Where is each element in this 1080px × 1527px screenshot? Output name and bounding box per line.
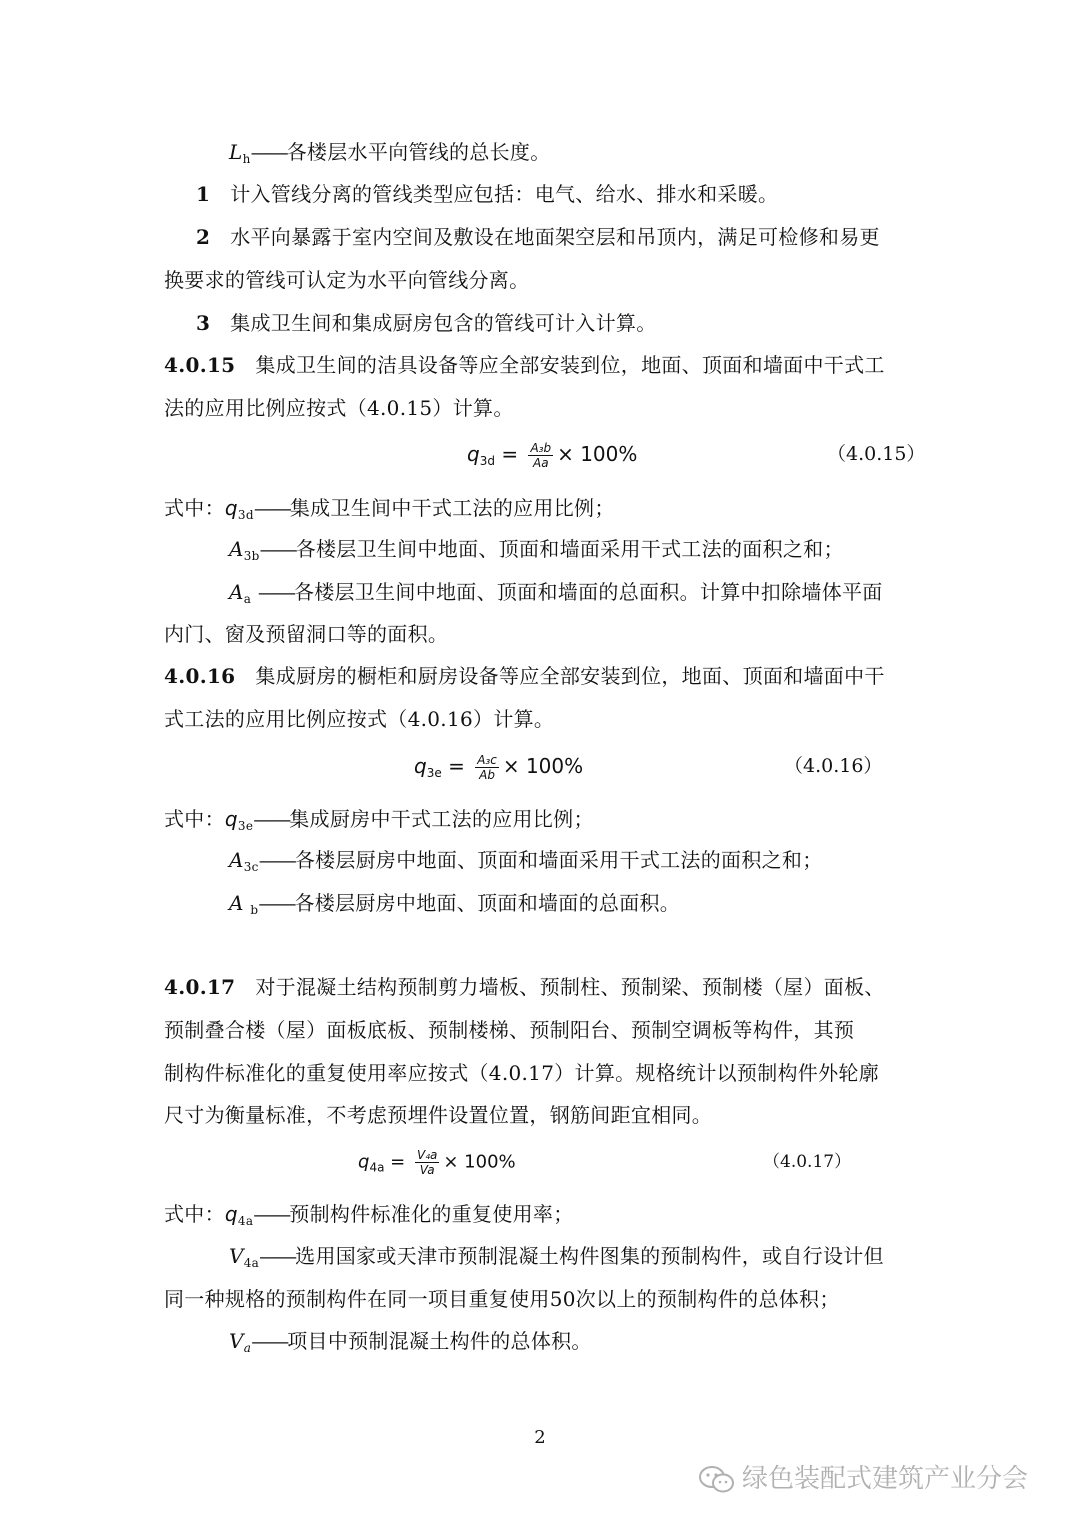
fraction xyxy=(528,441,553,470)
clause-4-0-16-cont: 式工法的应用比例应按式（4.0.16）计算。 xyxy=(164,707,555,731)
symbol: V xyxy=(229,1244,244,1268)
numerator: V₄a xyxy=(417,1148,438,1162)
subscript: a xyxy=(243,1341,252,1355)
definition-a3b xyxy=(229,535,844,570)
where-4-0-15 xyxy=(164,494,615,529)
equation-number: （4.0.17） xyxy=(763,1152,852,1172)
numerator: A₃c xyxy=(477,753,497,767)
definition-aa xyxy=(229,578,883,613)
clause-text: 集成卫生间的洁具设备等应全部安装到位，地面、顶面和墙面中干式工 xyxy=(255,353,885,377)
denominator: Ab xyxy=(479,768,495,782)
dash: —— xyxy=(259,1244,296,1268)
clause-number: 4.0.15 xyxy=(164,353,236,377)
clause-text: 对于混凝土结构预制剪力墙板、预制柱、预制梁、预制楼（屋）面板、 xyxy=(255,975,885,999)
dash: —— xyxy=(259,537,296,561)
definition-v4a-cont: 同一种规格的预制构件在同一项目重复使用50次以上的预制构件的总体积； xyxy=(164,1287,840,1311)
clause-text: 集成厨房的橱柜和厨房设备等应全部安装到位，地面、顶面和墙面中干 xyxy=(255,664,885,688)
item-text: 水平向暴露于室内空间及敷设在地面架空层和吊顶内，满足可检修和易更 xyxy=(230,225,880,249)
symbol: V xyxy=(229,1329,244,1353)
subscript: 4a xyxy=(243,1256,260,1270)
definition-text: 选用国家或天津市预制混凝土构件图集的预制构件，或自行设计但 xyxy=(295,1244,884,1268)
definition-lh xyxy=(229,138,551,173)
clause-number: 4.0.17 xyxy=(164,975,236,999)
item-3 xyxy=(196,309,657,337)
subscript: a xyxy=(243,592,252,606)
formula-lhs: q xyxy=(358,1151,370,1173)
where-4-0-16 xyxy=(164,805,594,840)
page-number: 2 xyxy=(534,1427,546,1448)
symbol: L xyxy=(229,140,243,164)
symbol: A xyxy=(229,580,244,604)
clause-4-0-17 xyxy=(164,973,885,1001)
dash: —— xyxy=(251,1329,288,1353)
formula-lhs-sub: 4a xyxy=(369,1160,385,1175)
symbol: A xyxy=(229,537,244,561)
dash: —— xyxy=(253,1202,290,1226)
formula-lhs-sub: 3d xyxy=(479,454,495,468)
item-number: 2 xyxy=(196,225,211,249)
item-number: 1 xyxy=(196,182,211,206)
subscript: h xyxy=(242,152,251,166)
formula-4-0-16 xyxy=(414,752,883,787)
item-1 xyxy=(196,180,778,208)
definition-text: 集成厨房中干式工法的应用比例； xyxy=(289,807,594,831)
equals-sign: = xyxy=(501,442,519,466)
dash: —— xyxy=(258,891,295,915)
wechat-icon xyxy=(698,1465,736,1495)
clause-4-0-17-cont-3: 尺寸为衡量标准，不考虑预埋件设置位置，钢筋间距宜相同。 xyxy=(164,1103,713,1127)
item-text: 计入管线分离的管线类型应包括：电气、给水、排水和采暖。 xyxy=(230,182,779,206)
subscript: 4a xyxy=(237,1214,254,1228)
subscript: 3e xyxy=(237,819,254,833)
formula-lhs: q xyxy=(414,754,427,778)
definition-text: 项目中预制混凝土构件的总体积。 xyxy=(287,1329,592,1353)
numerator: A₃b xyxy=(530,441,552,455)
subscript: 3b xyxy=(243,549,260,563)
subscript: 3d xyxy=(237,508,254,522)
formula-rest: × 100% xyxy=(557,442,638,466)
definition-text: 各楼层厨房中地面、顶面和墙面的总面积。 xyxy=(294,891,681,915)
item-2 xyxy=(196,223,880,251)
formula-rest: × 100% xyxy=(443,1151,516,1173)
dash: —— xyxy=(257,580,294,604)
definition-a3c xyxy=(229,846,823,881)
where-lead: 式中： xyxy=(164,1202,225,1226)
clause-4-0-17-cont-2: 制构件标准化的重复使用率应按式（4.0.17）计算。规格统计以预制构件外轮廓 xyxy=(164,1061,880,1085)
watermark xyxy=(698,1458,1028,1495)
definition-v4a xyxy=(229,1242,884,1277)
dash: —— xyxy=(253,496,290,520)
subscript: b xyxy=(250,903,259,917)
symbol: A xyxy=(229,848,244,872)
equation-number: （4.0.16） xyxy=(784,755,883,777)
fraction xyxy=(475,753,499,782)
symbol: A xyxy=(229,891,251,915)
definition-text: 各楼层水平向管线的总长度。 xyxy=(286,140,551,164)
clause-4-0-15-cont: 法的应用比例应按式（4.0.15）计算。 xyxy=(164,396,514,420)
item-2-cont: 换要求的管线可认定为水平向管线分离。 xyxy=(164,268,530,292)
watermark-text: 绿色装配式建筑产业分会 xyxy=(742,1464,1029,1494)
equals-sign: = xyxy=(390,1151,406,1173)
formula-4-0-17 xyxy=(358,1148,852,1182)
formula-lhs: q xyxy=(467,442,480,466)
equation-number: （4.0.15） xyxy=(827,443,926,465)
where-lead: 式中： xyxy=(164,496,225,520)
definition-aa-cont: 内门、窗及预留洞口等的面积。 xyxy=(164,622,449,646)
dash: —— xyxy=(258,848,295,872)
dash: —— xyxy=(250,140,287,164)
clause-4-0-17-cont-1: 预制叠合楼（屋）面板底板、预制楼梯、预制阳台、预制空调板等构件，其预 xyxy=(164,1018,855,1042)
clause-number: 4.0.16 xyxy=(164,664,236,688)
symbol: q xyxy=(224,496,238,520)
where-lead: 式中： xyxy=(164,807,225,831)
definition-va xyxy=(229,1327,592,1362)
clause-4-0-15 xyxy=(164,351,885,379)
dash: —— xyxy=(253,807,290,831)
definition-ab xyxy=(229,889,680,924)
symbol: q xyxy=(224,807,238,831)
where-4-0-17 xyxy=(164,1200,574,1235)
denominator: Aa xyxy=(532,456,549,470)
item-number: 3 xyxy=(196,311,211,335)
fraction xyxy=(415,1148,439,1177)
definition-text: 各楼层卫生间中地面、顶面和墙面采用干式工法的面积之和； xyxy=(295,537,844,561)
formula-rest: × 100% xyxy=(502,754,584,778)
definition-text: 各楼层厨房中地面、顶面和墙面采用干式工法的面积之和； xyxy=(294,848,823,872)
clause-4-0-16 xyxy=(164,662,885,690)
denominator: Va xyxy=(419,1163,435,1177)
formula-lhs-sub: 3e xyxy=(426,766,442,780)
definition-text: 集成卫生间中干式工法的应用比例； xyxy=(289,496,615,520)
formula-4-0-15 xyxy=(467,440,926,475)
definition-text: 各楼层卫生间中地面、顶面和墙面的总面积。计算中扣除墙体平面 xyxy=(293,580,883,604)
definition-text: 预制构件标准化的重复使用率； xyxy=(289,1202,574,1226)
equals-sign: = xyxy=(448,754,465,778)
subscript: 3c xyxy=(243,860,259,874)
item-text: 集成卫生间和集成厨房包含的管线可计入计算。 xyxy=(230,311,657,335)
symbol: q xyxy=(224,1202,238,1226)
